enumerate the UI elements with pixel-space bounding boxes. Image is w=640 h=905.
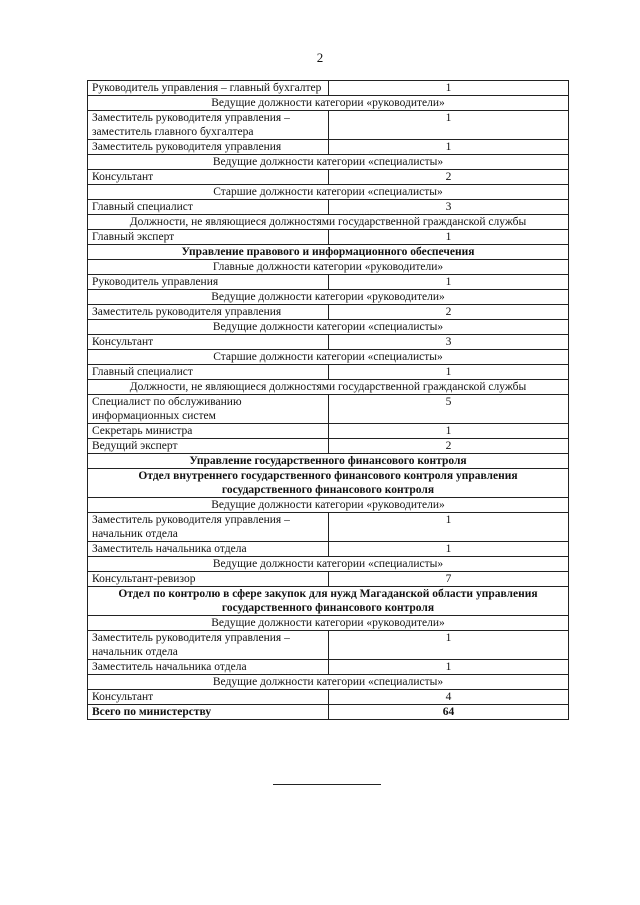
category-row (88, 290, 569, 305)
position-count: 1 (329, 631, 569, 660)
department-heading: Отдел внутреннего государственного финансового контроля управления государственного финансового контроля (88, 469, 569, 498)
department-heading-row (88, 469, 569, 498)
position-row (88, 439, 569, 454)
category-heading: Ведущие должности категории «специалисты» (88, 155, 569, 170)
position-name: Заместитель руководителя управления (88, 305, 329, 320)
category-row (88, 260, 569, 275)
position-row (88, 690, 569, 705)
position-count: 1 (329, 513, 569, 542)
category-heading: Должности, не являющиеся должностями государственной гражданской службы (88, 215, 569, 230)
position-name: Консультант (88, 170, 329, 185)
category-row (88, 498, 569, 513)
position-name: Специалист по обслуживанию информационных систем (88, 395, 329, 424)
position-row (88, 140, 569, 155)
category-heading: Старшие должности категории «специалисты» (88, 350, 569, 365)
position-row (88, 111, 569, 140)
position-count: 1 (329, 111, 569, 140)
position-row (88, 81, 569, 96)
total-row (88, 705, 569, 720)
position-row (88, 305, 569, 320)
position-count: 2 (329, 305, 569, 320)
category-row (88, 616, 569, 631)
department-heading-row (88, 454, 569, 469)
category-row (88, 380, 569, 395)
position-name: Руководитель управления (88, 275, 329, 290)
position-name: Заместитель начальника отдела (88, 542, 329, 557)
position-row (88, 335, 569, 350)
staffing-table (87, 80, 569, 720)
category-row (88, 155, 569, 170)
category-heading: Ведущие должности категории «руководители» (88, 498, 569, 513)
position-count: 3 (329, 200, 569, 215)
total-count: 64 (329, 705, 569, 720)
position-name: Ведущий эксперт (88, 439, 329, 454)
position-name: Консультант (88, 335, 329, 350)
position-row (88, 542, 569, 557)
position-count: 1 (329, 230, 569, 245)
position-row (88, 660, 569, 675)
category-heading: Должности, не являющиеся должностями государственной гражданской службы (88, 380, 569, 395)
position-row (88, 572, 569, 587)
position-name: Заместитель руководителя управления – заместитель главного бухгалтера (88, 111, 329, 140)
position-row (88, 365, 569, 380)
position-count: 1 (329, 81, 569, 96)
position-count: 3 (329, 335, 569, 350)
position-name: Главный специалист (88, 200, 329, 215)
position-name: Консультант (88, 690, 329, 705)
category-heading: Ведущие должности категории «руководители» (88, 290, 569, 305)
position-count: 1 (329, 424, 569, 439)
category-row (88, 675, 569, 690)
position-count: 7 (329, 572, 569, 587)
department-heading-row (88, 587, 569, 616)
position-count: 5 (329, 395, 569, 424)
position-count: 1 (329, 140, 569, 155)
page-number: 2 (316, 50, 324, 65)
position-count: 2 (329, 170, 569, 185)
position-row (88, 424, 569, 439)
category-row (88, 557, 569, 572)
position-row (88, 513, 569, 542)
position-row (88, 230, 569, 245)
position-row (88, 200, 569, 215)
total-label: Всего по министерству (88, 705, 329, 720)
category-heading: Ведущие должности категории «руководители» (88, 616, 569, 631)
position-name: Заместитель руководителя управления – начальник отдела (88, 631, 329, 660)
category-heading: Ведущие должности категории «специалисты» (88, 320, 569, 335)
department-heading: Управление государственного финансового контроля (88, 454, 569, 469)
position-count: 1 (329, 275, 569, 290)
position-count: 1 (329, 660, 569, 675)
position-count: 1 (329, 542, 569, 557)
position-name: Руководитель управления – главный бухгалтер (88, 81, 329, 96)
end-divider (273, 784, 381, 785)
staffing-table-body (88, 81, 569, 720)
position-row (88, 275, 569, 290)
category-row (88, 185, 569, 200)
category-heading: Старшие должности категории «специалисты» (88, 185, 569, 200)
position-count: 4 (329, 690, 569, 705)
position-name: Главный эксперт (88, 230, 329, 245)
department-heading: Отдел по контролю в сфере закупок для нужд Магаданской области управления государственного финансового контроля (88, 587, 569, 616)
category-row (88, 96, 569, 111)
department-heading: Управление правового и информационного обеспечения (88, 245, 569, 260)
position-row (88, 170, 569, 185)
position-name: Секретарь министра (88, 424, 329, 439)
category-heading: Главные должности категории «руководители» (88, 260, 569, 275)
position-row (88, 395, 569, 424)
category-heading: Ведущие должности категории «специалисты» (88, 675, 569, 690)
position-name: Главный специалист (88, 365, 329, 380)
category-row (88, 350, 569, 365)
category-heading: Ведущие должности категории «руководители» (88, 96, 569, 111)
category-row (88, 320, 569, 335)
position-name: Заместитель начальника отдела (88, 660, 329, 675)
position-name: Консультант-ревизор (88, 572, 329, 587)
department-heading-row (88, 245, 569, 260)
category-row (88, 215, 569, 230)
position-count: 1 (329, 365, 569, 380)
position-count: 2 (329, 439, 569, 454)
position-name: Заместитель руководителя управления – начальник отдела (88, 513, 329, 542)
position-row (88, 631, 569, 660)
category-heading: Ведущие должности категории «специалисты» (88, 557, 569, 572)
position-name: Заместитель руководителя управления (88, 140, 329, 155)
